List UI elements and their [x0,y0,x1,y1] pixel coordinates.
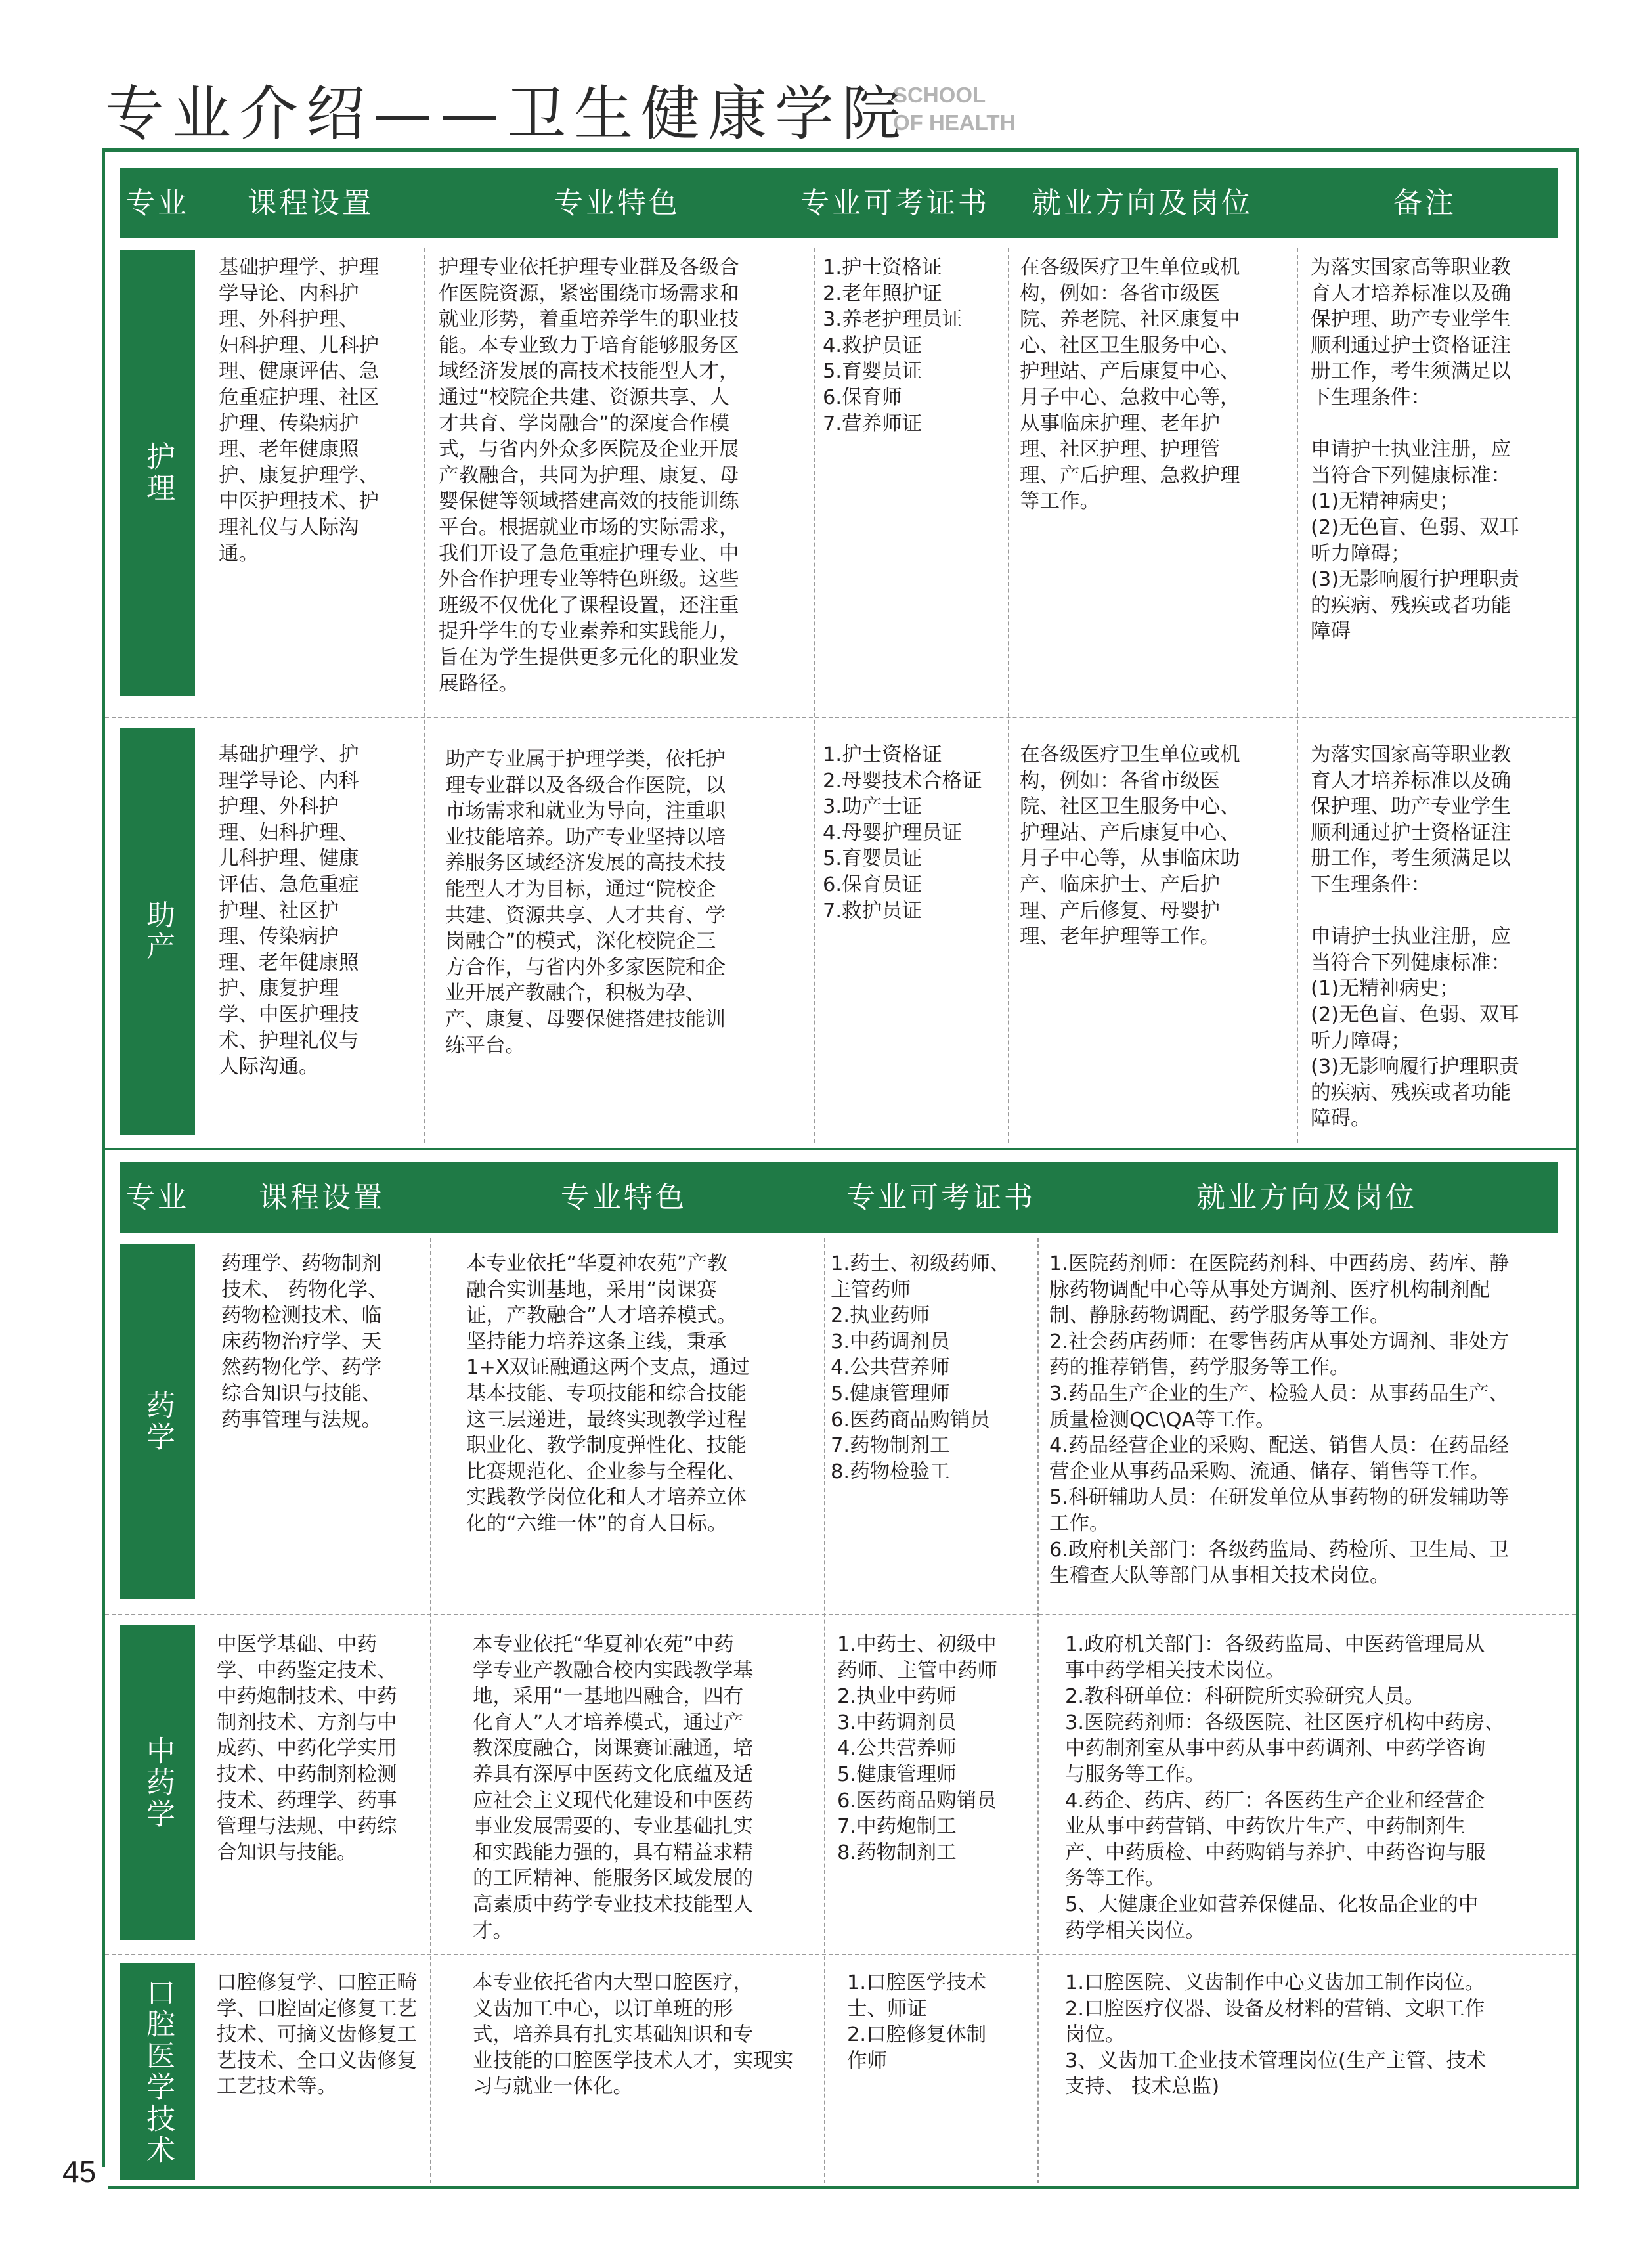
table2-header [120,1162,1558,1233]
pharmacy-courses: 药理学、药物制剂 技术、 药物化学、 药物检测技术、临 床药物治疗学、天 然药物化学、药学 综合知识与技能、 药事管理与法规。 [221,1252,388,1432]
table1-header [120,168,1558,238]
tcm-courses: 中医学基础、中药 学、中药鉴定技术、 中药炮制技术、中药 制剂技术、方剂与中 成药、中药化学实用 技术、中药制剂检测 技术、药理学、药事 管理与法规、中药综 合知识与技能。 [217,1633,397,1864]
tcm-features: 本专业依托“华夏神农苑”中药 学专业产教融合校内实践教学基 地，采用“一基地四融合，四有 化育人”人才培养模式，通过产 教深度融合，岗课赛证融通，培 养具有深厚中医药文化底蕴及适 应社会主义现代化建设和中医药 事业发展需要的、专业基础扎实 和实践能力强的，具有精益求精 的工匠精神、能服务区域发展的 高素质中药学专业技术技能型人 才。 [473,1633,753,1942]
major-label-dental: 口腔医学技术 [120,1963,195,2180]
table1-col-divider [1297,248,1298,1143]
table2-col-divider [824,1238,825,2183]
pharmacy-features: 本专业依托“华夏神农苑”产教 融合实训基地，采用“岗课赛 证，产教融合”人才培养模式。 坚持能力培养这条主线，秉承 1+X双证融通这两个支点，通过 基本技能、专项技能和综合技能 这三层递进，最终实现教学过程 职业化、教学制度弹性化、技能 比赛规范化、企业参与全程化、 实践教学岗位化和人才培养立体 化的“六维一体”的育人目标。 [466,1252,750,1535]
major-label-tcm: 中药学 [120,1625,195,1940]
midwifery-certs: 1.护士资格证 2.母婴技术合格证 3.助产士证 4.母婴护理员证 5.育婴员证 6.保育员证 7.救护员证 [823,743,982,923]
table1-header-jobs: 就业方向及岗位 [1032,186,1253,220]
dental-certs: 1.口腔医学技术 士、师证 2.口腔修复体制 作师 [847,1971,987,2072]
table2-header-courses: 课程设置 [259,1181,385,1214]
midwifery-courses: 基础护理学、护 理学导论、内科 护理、外科护 理、妇科护理、 儿科护理、健康 评估、急危重症 护理、社区护 理、传染病护 理、老年健康照 护、康复护理 学、中医护理技 术、护理礼仪与 人际沟通。 [219,743,359,1079]
midwifery-notes: 为落实国家高等职业教 育人才培养标准以及确 保护理、助产专业学生 顺利通过护士资格证注 册工作，考生须满足以 下生理条件： 申请护士执业注册，应 当符合下列健康标准： (1)无精神病史； (2)无色盲、色弱、双耳 听力障碍； (3)无影响履行护理职责 的疾病、残疾或者功能 障碍。 [1311,743,1519,1131]
dental-features: 本专业依托省内大型口腔医疗， 义齿加工中心，以订单班的形 式，培养具有扎实基础知识和专 业技能的口腔医学技术人才，实现实 习与就业一体化。 [473,1971,793,2099]
page-title: 专业介绍——卫生健康学院 [105,79,909,148]
table1-header-features: 专业特色 [554,186,680,220]
table1-col-divider [424,248,425,1143]
page-subtitle [893,81,1015,137]
midwifery-features: 助产专业属于护理学类，依托护 理专业群以及各级合作医院，以 市场需求和就业为导向，注重职 业技能培养。助产专业坚持以培 养服务区域经济发展的高技术技 能型人才为目标，通过“院校企 共建、资源共享、人才共育、学 岗融合”的模式，深化校院企三 方合作，与省内外多家医院和企 业开展产教融合，积极为孕、 产、康复、母婴保健搭建技能训 练平台。 [445,748,726,1057]
subtitle-line-2: OF HEALTH [893,110,1016,135]
table1-header-certs: 专业可考证书 [800,186,989,220]
nursing-courses: 基础护理学、护理 学导论、内科护 理、外科护理、 妇科护理、儿科护 理、健康评估、急 危重症护理、社区 护理、传染病护 理、老年健康照 护、康复护理学、 中医护理技术、护 理礼仪与人际沟 通。 [219,256,379,565]
table2-header-jobs: 就业方向及岗位 [1196,1181,1417,1214]
page-number: 45 [62,2155,97,2189]
table1-row-divider [105,717,1576,718]
nursing-jobs: 在各级医疗卫生单位或机 构，例如：各省市级医 院、养老院、社区康复中 心、社区卫生服务中心、 护理站、产后康复中心、 月子中心、急救中心等， 从事临床护理、老年护 理、社区护理、护理管 理、产后护理、急救护理 等工作。 [1020,256,1240,514]
dental-courses: 口腔修复学、口腔正畸 学、口腔固定修复工艺 技术、可摘义齿修复工 艺技术、全口义齿修复 工艺技术等。 [217,1971,417,2099]
tcm-certs: 1.中药士、初级中 药师、主管中药师 2.执业中药师 3.中药调剂员 4.公共营养师 5.健康管理师 6.医药商品购销员 7.中药炮制工 8.药物制剂工 [837,1633,997,1864]
tcm-jobs: 1.政府机关部门：各级药监局、中医药管理局从 事中药学相关技术岗位。 2.教科研单位：科研院所实验研究人员。 3.医院药剂师：各级医院、社区医疗机构中药房、 中药制剂室从事中药从事中药调剂、中药学咨询 与服务等工作。 4.药企、药店、药厂：各医药生产企业和经营企 业从事中药营销、中药饮片生产、中药制剂生 产、中药质检、中药购销与养护、中药咨询与服 务等工作。 5、大健康企业如营养保健品、化妆品企业的中 药学相关岗位。 [1065,1633,1505,1942]
table1-header-notes: 备注 [1393,186,1456,220]
major-label-nursing: 护理 [120,250,195,696]
nursing-certs: 1.护士资格证 2.老年照护证 3.养老护理员证 4.救护员证 5.育婴员证 6.保育师 7.营养师证 [823,256,963,435]
table1-header-courses: 课程设置 [248,186,374,220]
pharmacy-jobs: 1.医院药剂师：在医院药剂科、中西药房、药库、静 脉药物调配中心等从事处方调剂、医疗机构制剂配 制、静脉药物调配、药学服务等工作。 2.社会药店药师：在零售药店从事处方调剂、非处方 药的推荐销售，药学服务等工作。 3.药品生产企业的生产、检验人员：从事药品生产、 质量检测QC\QA等工作。 4.药品经营企业的采购、配送、销售人员：在药品经 营企业从事药品采购、流通、储存、销售等工作。 5.科研辅助人员：在研发单位从事药物的研发辅助等 工作。 6.政府机关部门：各级药监局、药检所、卫生局、卫 生稽查大队等部门从事相关技术岗位。 [1049,1252,1510,1588]
table2-header-certs: 专业可考证书 [846,1181,1035,1214]
table2-row-divider [105,1614,1576,1615]
frame-gap [99,2167,108,2193]
table1-header-major: 专业 [126,186,189,220]
table1-col-divider [1008,248,1009,1143]
table2-header-major: 专业 [126,1181,189,1214]
midwifery-jobs: 在各级医疗卫生单位或机 构，例如：各省市级医 院、社区卫生服务中心、 护理站、产后康复中心、 月子中心等，从事临床助 产、临床护士、产后护 理、产后修复、母婴护 理、老年护理等工作。 [1020,743,1240,949]
table2-col-divider [1037,1238,1039,2183]
table1-col-divider [814,248,815,1143]
major-label-midwifery: 助产 [120,728,195,1135]
table-separator [105,1148,1576,1150]
table2-header-features: 专业特色 [561,1181,687,1214]
table2-row-divider [105,1954,1576,1955]
nursing-features: 护理专业依托护理专业群及各级合 作医院资源，紧密围绕市场需求和 就业形势，着重培养学生的职业技 能。本专业致力于培育能够服务区 域经济发展的高技术技能型人才， 通过“校院企共建、资源共享、人 才共育、学岗融合”的深度合作模 式，与省内外众多医院及企业开展 产教融合，共同为护理、康复、母 婴保健等领域搭建高效的技能训练 平台。根据就业市场的实际需求， 我们开设了急危重症护理专业、中 外合作护理专业等特色班级。这些 班级不仅优化了课程设置，还注重 提升学生的专业素养和实践能力， 旨在为学生提供更多元化的职业发 展路径。 [439,256,739,695]
subtitle-line-1: SCHOOL [893,83,986,107]
dental-jobs: 1.口腔医院、义齿制作中心义齿加工制作岗位。 2.口腔医疗仪器、设备及材料的营销、文职工作 岗位。 3、义齿加工企业技术管理岗位(生产主管、技术 支持、 技术总监) [1065,1971,1487,2099]
pharmacy-certs: 1.药士、初级药师、 主管药师 2.执业药师 3.中药调剂员 4.公共营养师 5.健康管理师 6.医药商品购销员 7.药物制剂工 8.药物检验工 [831,1252,1011,1483]
nursing-notes: 为落实国家高等职业教 育人才培养标准以及确 保护理、助产专业学生 顺利通过护士资格证注 册工作，考生须满足以 下生理条件： 申请护士执业注册，应 当符合下列健康标准： (1)无精神病史； (2)无色盲、色弱、双耳 听力障碍； (3)无影响履行护理职责 的疾病、残疾或者功能 障碍 [1311,256,1519,644]
major-label-pharmacy: 药学 [120,1244,195,1599]
